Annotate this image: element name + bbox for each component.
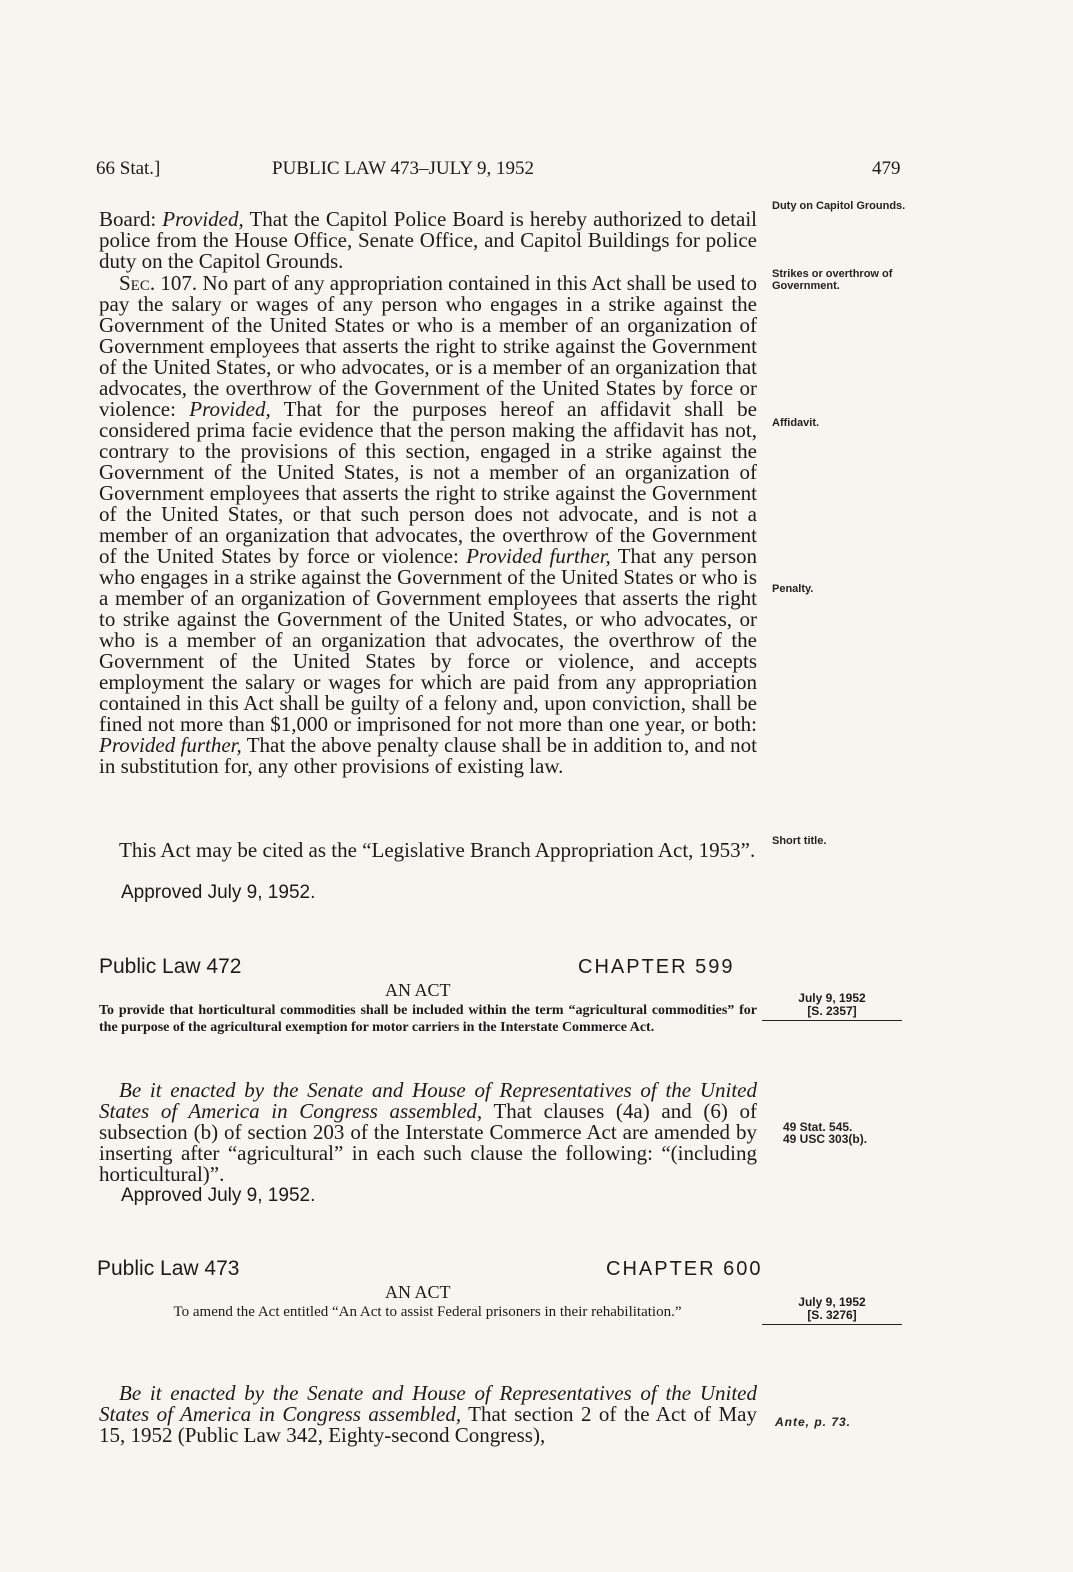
margin-note-duty: Duty on Capitol Grounds. [772, 200, 906, 212]
citation-473: Ante, p. 73. [775, 1415, 852, 1429]
margin-note-affidavit: Affidavit. [772, 417, 820, 429]
public-law-473-heading: Public Law 473 [97, 1257, 240, 1280]
running-head-left: 66 Stat.] [96, 158, 161, 179]
citation-472 [783, 1121, 923, 1145]
enacting-473 [99, 1383, 757, 1446]
chapter-600: CHAPTER 600 [606, 1258, 763, 1280]
bill-473: [S. 3276] [807, 1308, 857, 1322]
enacting-clause-472: Be it enacted by the Senate and House of Representatives of the United States of America in Congress assembled, [99, 1078, 757, 1123]
proviso-3: Provided further, [99, 733, 242, 757]
chapter-599: CHAPTER 599 [578, 956, 735, 978]
section-107 [99, 273, 757, 777]
purpose-472: To provide that horticultural commodities shall be included within the term “agricultural commodities” for the purpose of the agricultural exemption for motor carriers in the Interstate Commerce Act. [99, 1003, 757, 1035]
section-text-3: That any person who engages in a strike against the Government of the United States or who is a member of an organization of Government employees that asserts the right to strike against the Government of the United States, or who advocates, or who is a member of an organization that advocates, the overthrow of the Government of the United States by force or violence, and accepts employment the salary or wages for which are paid from any appropriation contained in this Act shall be guilty of a felony and, upon conviction, shall be fined not more than $1,000 or imprisoned for not more than one year, or both: [99, 544, 757, 736]
body-473: That section 2 of the Act of May 15, 1952 (Public Law 342, Eighty-second Congress), [99, 1402, 757, 1447]
board-paragraph [99, 209, 757, 272]
section-text-2: That for the purposes hereof an affidavit shall be considered prima facie evidence that the person making the affidavit has not, contrary to the provisions of this section, engaged in a strike against the Government of the United States, is not a member of an organization of Government employees that asserts the right to strike against the Government of the United States, or that such person does not advocate, and is not a member of an organization that advocates, the overthrow of the Government of the United States by force or violence: [99, 397, 757, 568]
citation-472-stat: 49 Stat. 545. [783, 1120, 853, 1134]
public-law-472-heading: Public Law 472 [99, 955, 242, 978]
date-473: July 9, 1952 [798, 1295, 866, 1309]
section-text-1: 107. No part of any appropriation contained in this Act shall be used to pay the salary or wages of any person who engages in a strike against the Government of the United States or who is a member of an organization of Government employees that asserts the right to strike against the Government of the United States, or who advocates, or is a member of an organization that advocates, the overthrow of the Government of the United States by force or violence: [99, 271, 757, 421]
proviso-label: Provided, [162, 207, 244, 231]
citation-472-usc: 49 USC 303(b). [783, 1132, 868, 1146]
enacting-472 [99, 1080, 757, 1185]
an-act-472: AN ACT [385, 980, 451, 1000]
short-title-paragraph: This Act may be cited as the “Legislative Branch Appropriation Act, 1953”. [119, 838, 756, 862]
running-head-title: PUBLIC LAW 473–JULY 9, 1952 [272, 158, 535, 179]
board-text: That the Capitol Police Board is hereby authorized to detail police from the House Office, Senate Office, and Capitol Buildings for police duty on the Capitol Grounds. [99, 207, 758, 273]
margin-note-short-title: Short title. [772, 835, 827, 847]
an-act-473: AN ACT [385, 1282, 451, 1302]
date-block-472 [762, 992, 902, 1021]
date-472: July 9, 1952 [798, 991, 866, 1005]
section-label: Sec. [119, 271, 156, 295]
board-lead: Board: [99, 207, 163, 231]
date-block-473 [762, 1296, 902, 1325]
margin-note-penalty: Penalty. [772, 583, 814, 595]
body-472: That clauses (4a) and (6) of subsection (b) of section 203 of the Interstate Commerce Act are amended by inserting after “agricultural” in each such clause the following: “(including horticultural)”. [99, 1099, 757, 1186]
enacting-clause-473: Be it enacted by the Senate and House of Representatives of the United States of America in Congress assembled, [99, 1381, 757, 1426]
approved-line-1: Approved July 9, 1952. [121, 882, 316, 903]
proviso-2: Provided further, [466, 544, 611, 568]
approved-line-472: Approved July 9, 1952. [121, 1185, 316, 1206]
margin-note-strikes: Strikes or overthrow of Government. [772, 268, 893, 292]
bill-472: [S. 2357] [807, 1004, 857, 1018]
page-number: 479 [872, 158, 901, 179]
section-text-4: That the above penalty clause shall be in addition to, and not in substitution for, any other provisions of existing law. [99, 733, 757, 778]
purpose-473: To amend the Act entitled “An Act to assist Federal prisoners in their rehabilitation.” [173, 1304, 682, 1320]
proviso-1: Provided, [189, 397, 271, 421]
